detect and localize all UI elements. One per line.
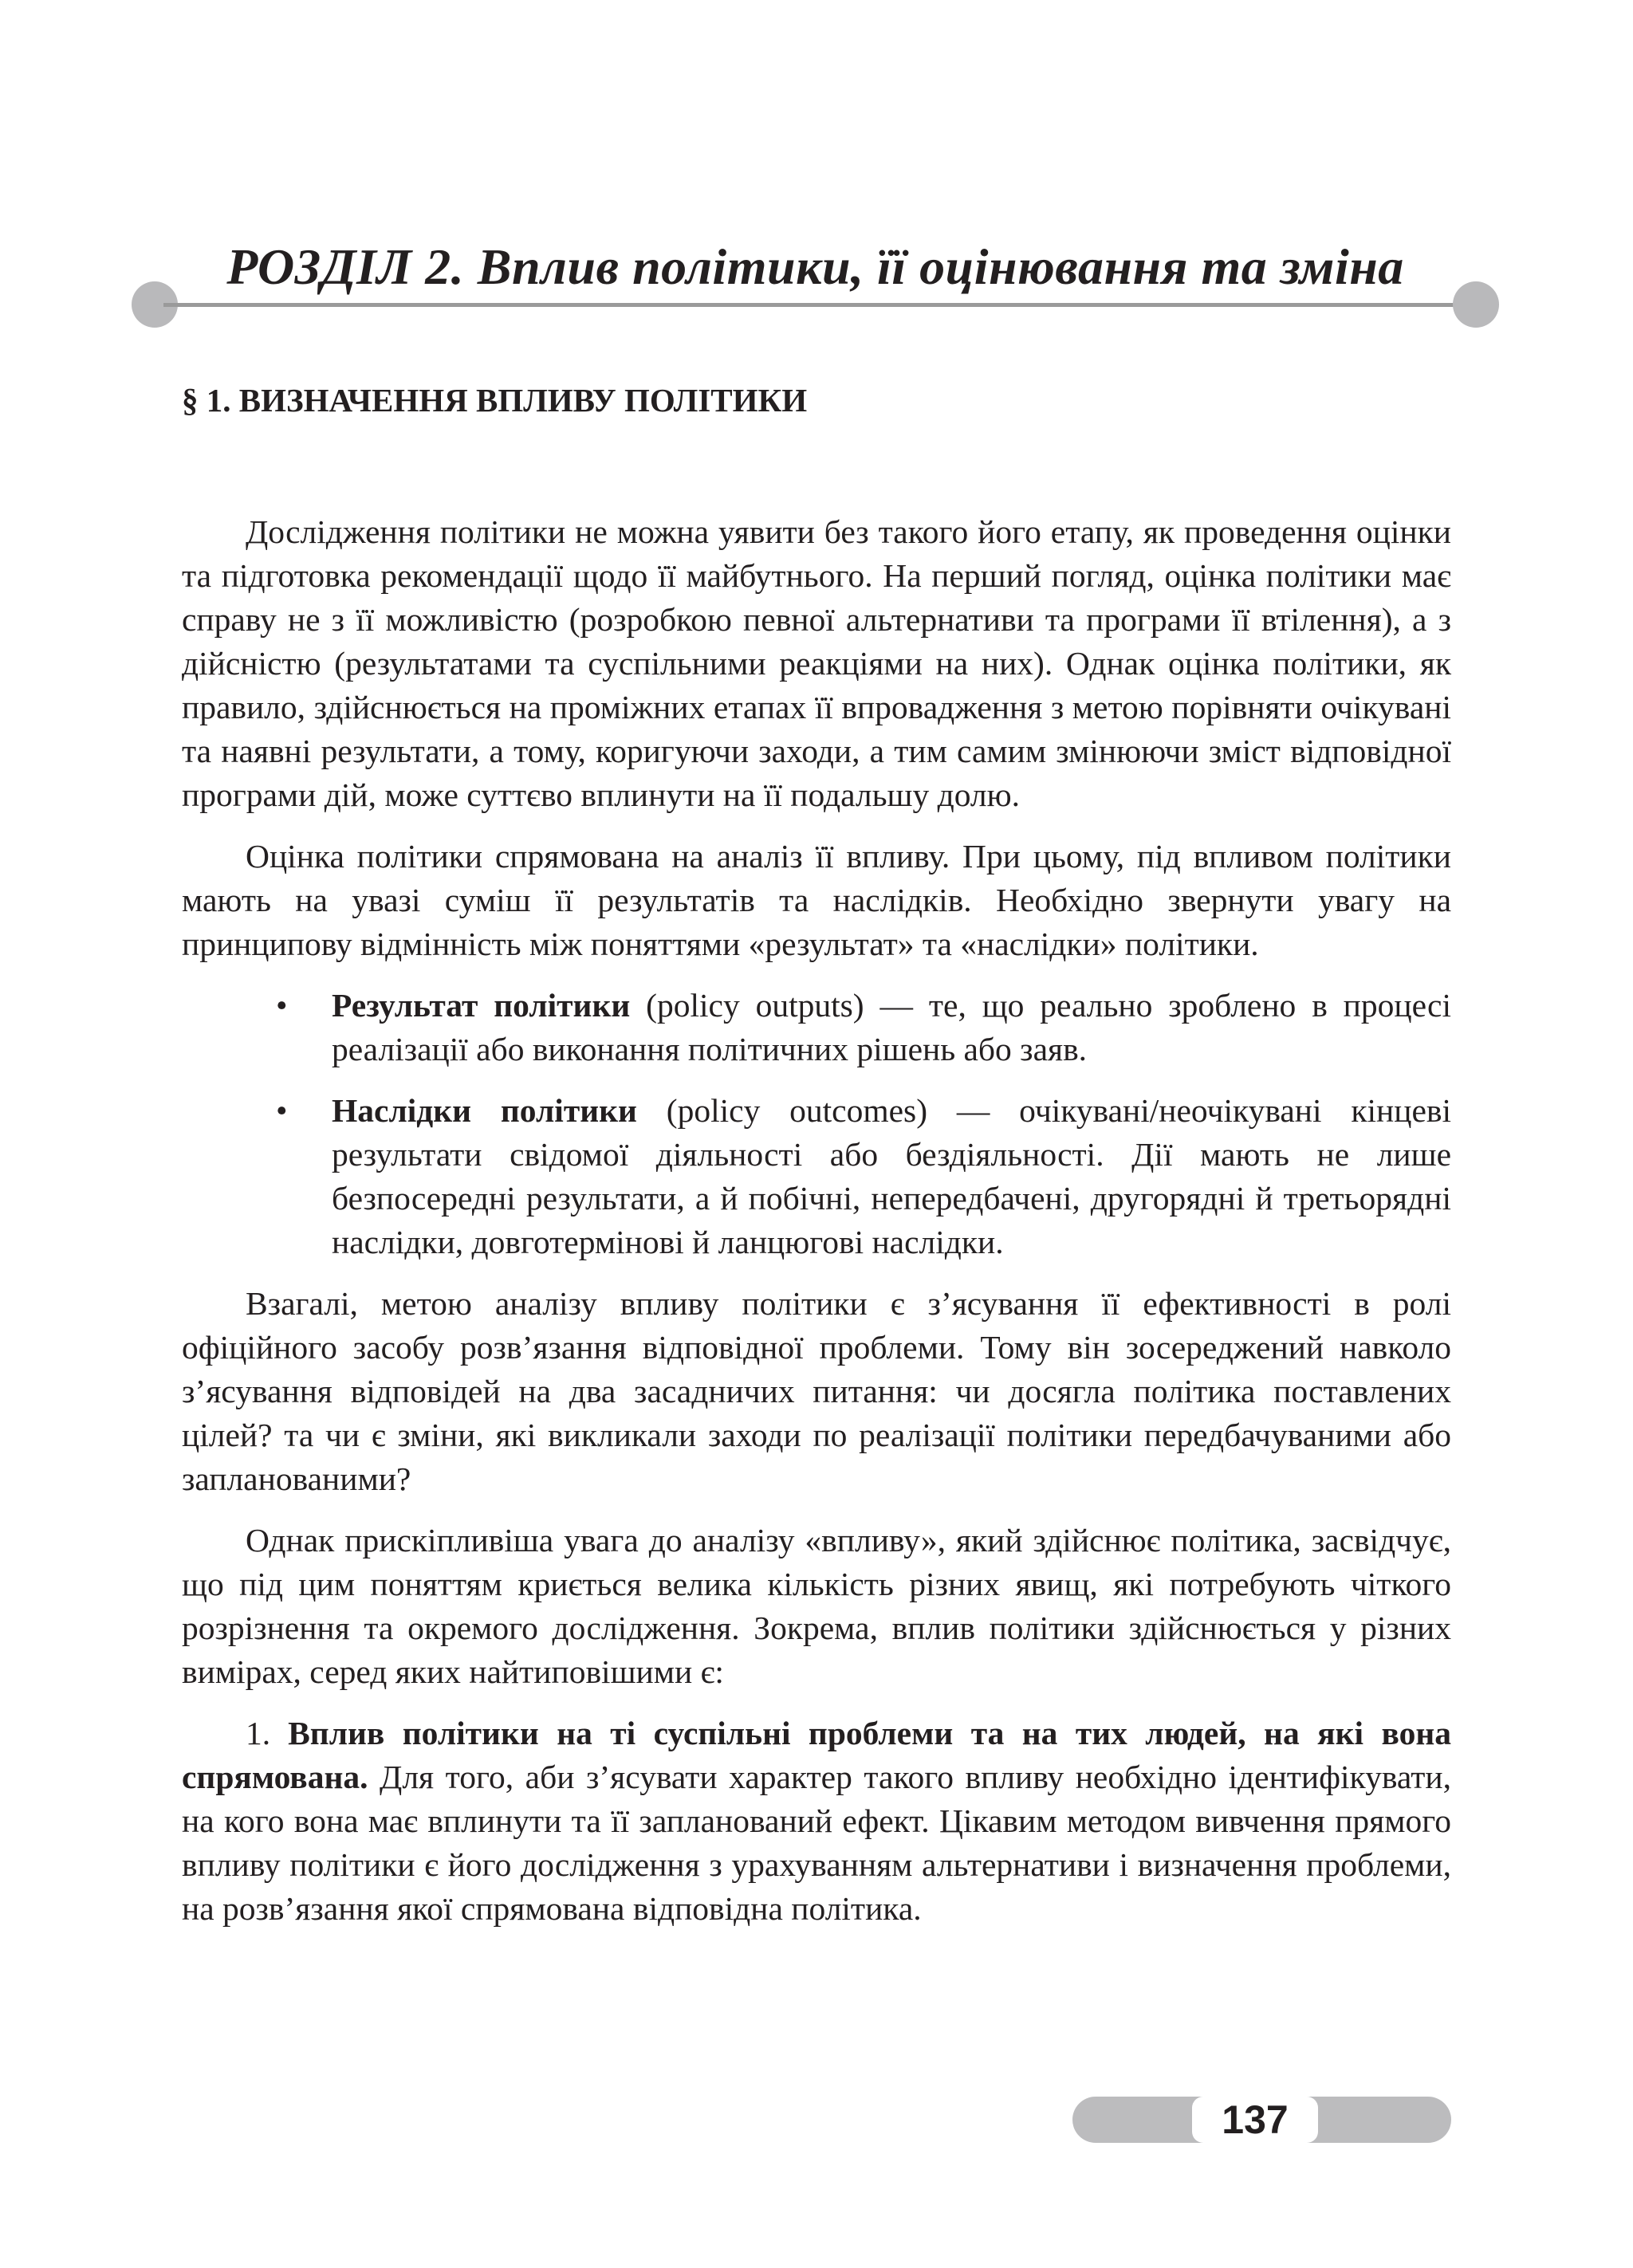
paragraph: Однак прискіпливіша увага до аналізу «впливу», який здійснює політика, засвідчує, що під цим поняттям криється велика кількість різних явищ, які потребують чіткого розрізнення та окремого дослідження. Зокрема, вплив політики здійснюється у різних вимірах, серед яких найтиповішими є: [182,1522,1451,1690]
definition-text: (policy outputs) — те, що реально зроблено в процесі реалізації або виконання політичних рішень або заяв. [332,987,1451,1067]
list-item [276,984,1451,1071]
section-title: § 1. ВИЗНАЧЕННЯ ВПЛИВУ ПОЛІТИКИ [182,382,808,419]
paragraph: Оцінка політики спрямована на аналіз її впливу. При цьому, під впливом політики мають на увазі суміш її результатів та наслідків. Необхідно звернути увагу на принципову відмінність між поняттями «результат» та «наслідки» політики. [182,838,1451,962]
chapter-header [132,231,1499,323]
term-policy-outcomes: Наслідки політики [332,1092,637,1129]
definition-text: (policy outcomes) — очікувані/неочікувані кінцеві результати свідомої діяльності або бездіяльності. Дії мають не лише безпосередні результати, а й побічні, непередбачені, другорядні й третьорядні наслідки, довготермінові й ланцюгові наслідки. [332,1092,1452,1260]
body-text [182,510,1451,1948]
paragraph: Взагалі, метою аналізу впливу політики є з’ясування її ефективності в ролі офіційного засобу розв’язання відповідної проблеми. Тому він зосереджений навколо з’ясування відповідей на два засадничих питання: чи досягла політика поставлених цілей? та чи є зміни, які викликали заходи по реалізації політики передбачуваними або запланованими? [182,1285,1451,1497]
list-item [276,1089,1452,1264]
chapter-title: РОЗДІЛ 2. Вплив політики, її оцінювання та зміна [226,238,1404,295]
definition-list [182,984,1451,1264]
page-number: 137 [1192,2097,1318,2143]
item-number: 1. [246,1715,271,1751]
bullet-icon: • [276,1092,288,1129]
bullet-icon: • [276,987,288,1024]
numbered-text: Для того, аби з’ясувати характер такого впливу необхідно ідентифікувати, на кого вона має вплинути та її запланований ефект. Цікавим методом вивчення прямого впливу політики є його дослідження з урахуванням альтернативи і визначення проблеми, на розв’язання якої спрямована відповідна політика. [182,1759,1451,1927]
page-footer [1072,2097,1451,2143]
paragraph: Дослідження політики не можна уявити без такого його етапу, як проведення оцінки та підготовка рекомендації щодо її майбутнього. На перший погляд, оцінка політики має справу не з її можливістю (розробкою певної альтернативи та програми її втілення), а з дійсністю (результатами та суспільними реакціями на них). Однак оцінка політики, як правило, здійснюється на проміжних етапах її впровадження з метою порівняти очікувані та наявні результати, а тому, коригуючи заходи, а тим самим змінюючи зміст відповідної програми дій, може суттєво вплинути на її подальшу долю. [182,513,1451,813]
term-policy-outputs: Результат політики [332,987,631,1024]
numbered-term: Вплив політики на ті суспільні проблеми та на тих людей, на які вона спрямована. [182,1715,1451,1795]
numbered-paragraph [182,1712,1451,1931]
header-rule [163,303,1467,307]
